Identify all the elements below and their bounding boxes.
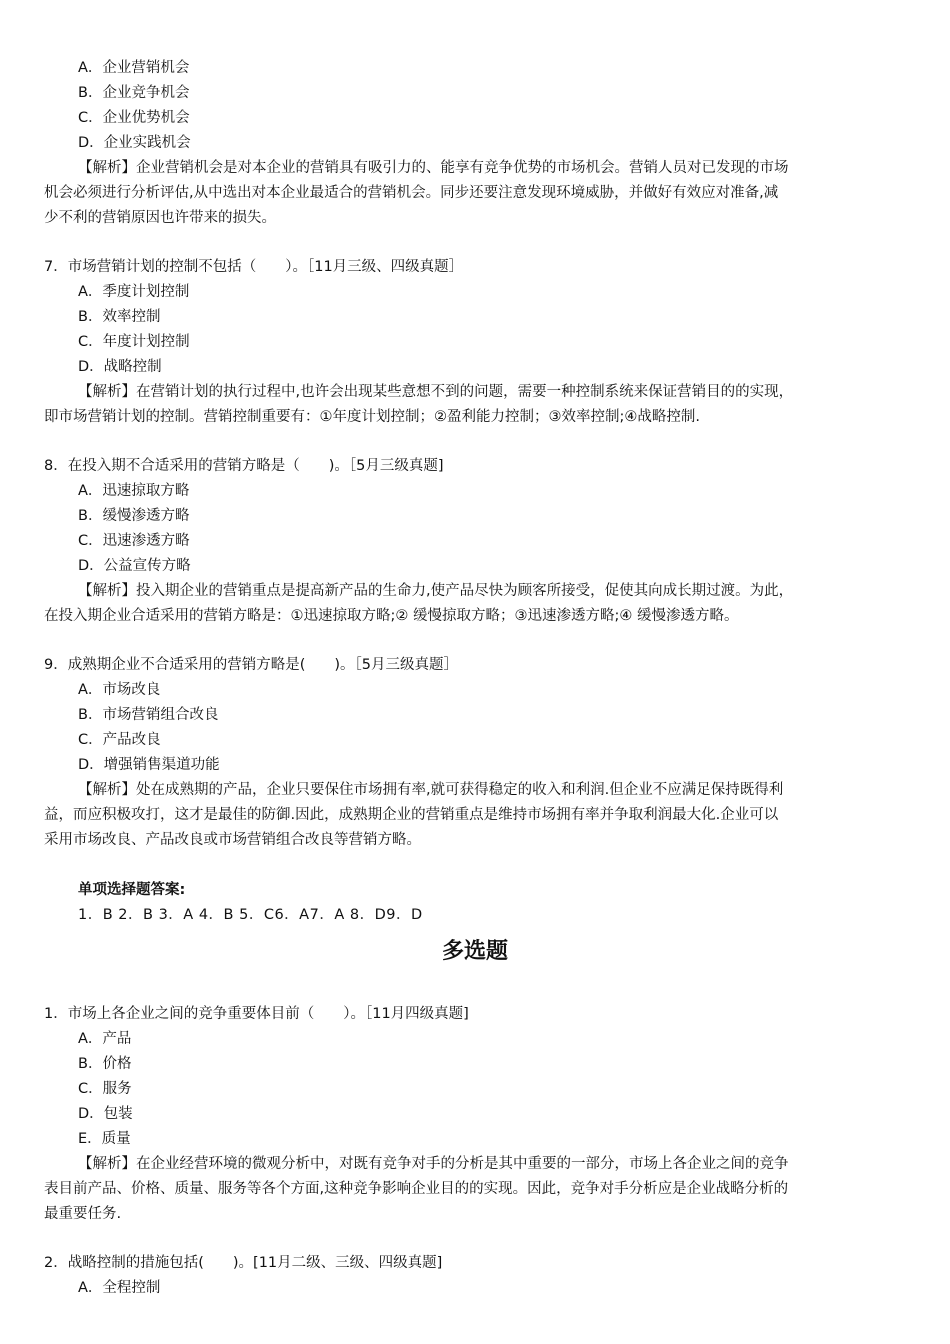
option: A．产品 — [78, 1031, 132, 1047]
option: D．企业实践机会 — [78, 135, 191, 151]
question-text: 9．成熟期企业不合适采用的营销方略是( )。［5月三级真题］ — [44, 657, 459, 673]
explanation-line: 【解析】企业营销机会是对本企业的营销具有吸引力的、能享有竞争优势的市场机会。营销人员对已发现的市场 — [78, 160, 789, 176]
explanation-line: 【解析】在企业经营环境的微观分析中，对既有竞争对手的分析是其中重要的一部分，市场上各企业之间的竞争 — [78, 1156, 789, 1172]
explanation-line: 【解析】处在成熟期的产品，企业只要保住市场拥有率,就可获得稳定的收入和利润.但企业不应满足保持既得利 — [78, 782, 784, 798]
option: A．企业营销机会 — [78, 60, 190, 76]
option: B．企业竞争机会 — [78, 85, 190, 101]
option: B．价格 — [78, 1056, 132, 1072]
option: D．战略控制 — [78, 359, 162, 375]
question-text: 1．市场上各企业之间的竞争重要体目前（ ）。［11月四级真题] — [44, 1006, 469, 1022]
explanation-line: 益，而应积极攻打，这才是最佳的防御.因此，成熟期企业的营销重点是维持市场拥有率并争取利润最大化.企业可以 — [44, 807, 779, 823]
option: D．公益宣传方略 — [78, 558, 191, 574]
option: A．市场改良 — [78, 682, 161, 698]
option: B．市场营销组合改良 — [78, 707, 219, 723]
option: D．包装 — [78, 1106, 133, 1122]
question-text: 2．战略控制的措施包括( )。[11月二级、三级、四级真题] — [44, 1255, 443, 1271]
option: C．企业优势机会 — [78, 110, 190, 126]
option: C．迅速渗透方略 — [78, 533, 190, 549]
option: D．增强销售渠道功能 — [78, 757, 220, 773]
answers-title: 单项选择题答案: — [78, 882, 186, 898]
option: A．全程控制 — [78, 1280, 161, 1296]
section-title: 多选题 — [441, 939, 508, 964]
answers-text: 1．B 2．B 3．A 4．B 5．C6．A7．A 8．D9．D — [78, 907, 423, 923]
explanation-line: 少不利的营销原因也许带来的损失。 — [44, 210, 276, 226]
option: C．年度计划控制 — [78, 334, 190, 350]
option: C．产品改良 — [78, 732, 161, 748]
question-text: 8．在投入期不合适采用的营销方略是（ )。［5月三级真题] — [44, 458, 444, 474]
option: B．缓慢渗透方略 — [78, 508, 190, 524]
option: B．效率控制 — [78, 309, 161, 325]
explanation-line: 【解析】投入期企业的营销重点是提高新产品的生命力,使产品尽快为顾客所接受，促使其向成长期过渡。为此， — [78, 583, 794, 599]
option: C．服务 — [78, 1081, 132, 1097]
option: A．迅速掠取方略 — [78, 483, 190, 499]
explanation-line: 机会必须进行分析评估,从中选出对本企业最适合的营销机会。同步还要注意发现环境威胁，并做好有效应对准备,减 — [44, 185, 779, 201]
option: A．季度计划控制 — [78, 284, 190, 300]
option: E．质量 — [78, 1131, 131, 1147]
question-text: 7．市场营销计划的控制不包括（ ）。［11月三级、四级真题］ — [44, 259, 464, 275]
explanation-line: 即市场营销计划的控制。营销控制重要有：①年度计划控制；②盈利能力控制；③效率控制;④战略控制. — [44, 409, 700, 425]
explanation-line: 最重要任务. — [44, 1206, 122, 1222]
explanation-line: 【解析】在营销计划的执行过程中,也许会出现某些意想不到的问题，需要一种控制系统来保证营销目的的实现， — [78, 384, 794, 400]
explanation-line: 采用市场改良、产品改良或市场营销组合改良等营销方略。 — [44, 832, 421, 848]
explanation-line: 表目前产品、价格、质量、服务等各个方面,这种竞争影响企业目的的实现。因此，竞争对手分析应是企业战略分析的 — [44, 1181, 789, 1197]
explanation-line: 在投入期企业合适采用的营销方略是：①迅速掠取方略;② 缓慢掠取方略；③迅速渗透方略;④ 缓慢渗透方略。 — [44, 608, 739, 624]
